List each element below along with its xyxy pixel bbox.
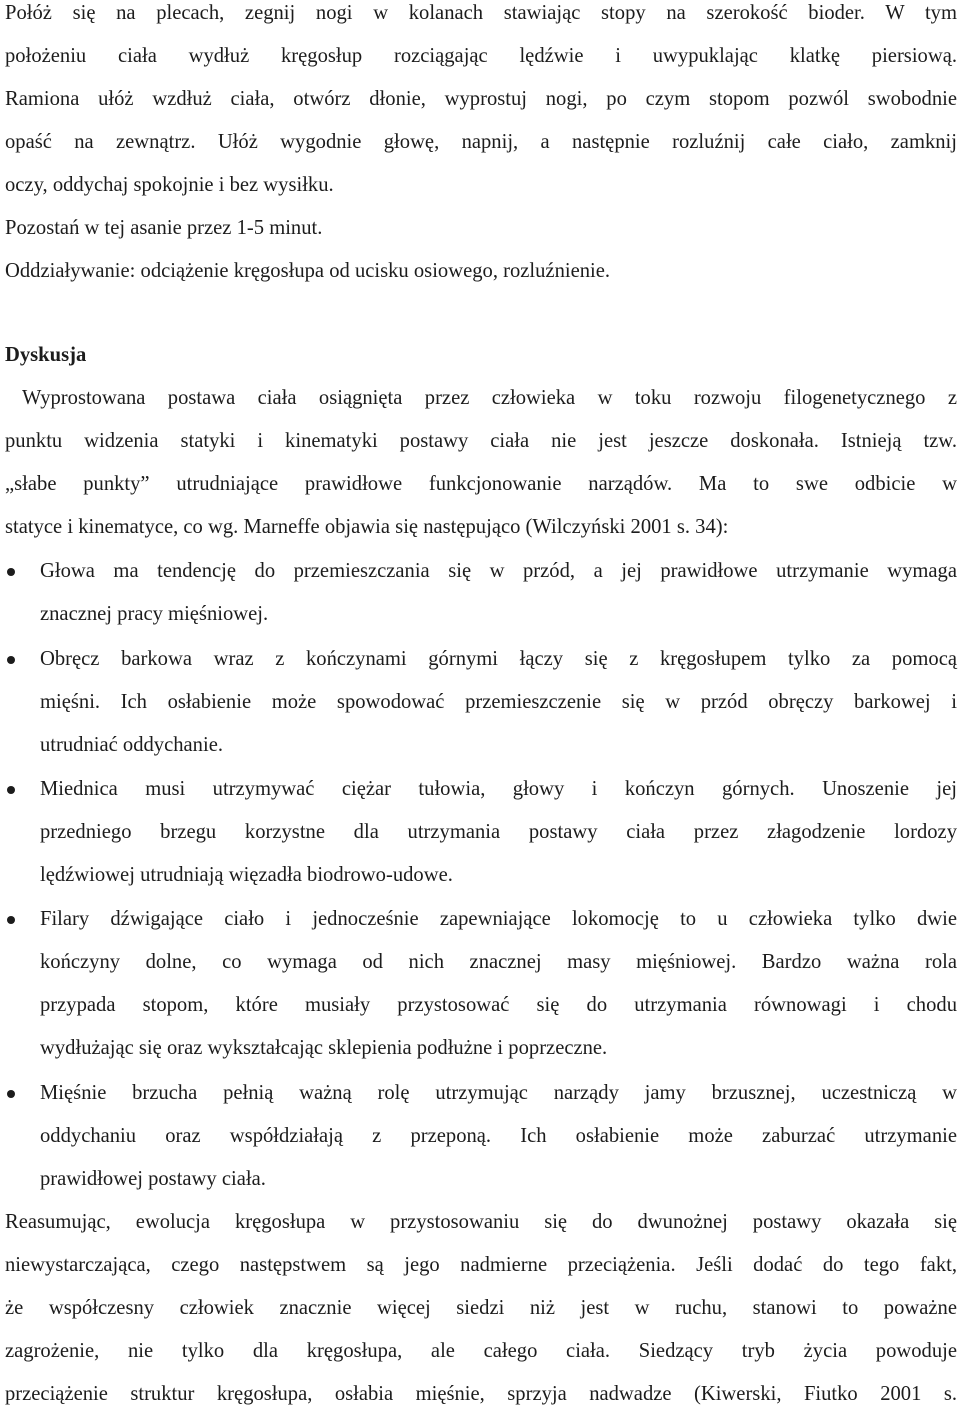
bullet-line: Miednica musi utrzymywać ciężar tułowia, głowy i kończyn górnych. Unoszenie jej bbox=[40, 778, 957, 800]
intro-line: oczy, oddychaj spokojnie i bez wysiłku. bbox=[5, 174, 334, 196]
closing-line: Reasumując, ewolucja kręgosłupa w przystosowaniu się do dwunożnej postawy okazała się bbox=[5, 1211, 957, 1233]
section-heading: Dyskusja bbox=[5, 344, 87, 366]
closing-line: zagrożenie, nie tylko dla kręgosłupa, ale całego ciała. Siedzący tryb życia powoduje bbox=[5, 1340, 957, 1362]
bullet-line: mięśni. Ich osłabienie może spowodować przemieszczenie się w przód obręczy barkowej i bbox=[40, 691, 957, 713]
intro-line: Ramiona ułóż wzdłuż ciała, otwórz dłonie, wyprostuj nogi, po czym stopom pozwól swobodnie bbox=[5, 88, 957, 110]
bullet-line: oddychaniu oraz współdziałają z przeponą. Ich osłabienie może zaburzać utrzymanie bbox=[40, 1125, 957, 1147]
discussion-line: statyce i kinematyce, co wg. Marneffe objawia się następująco (Wilczyński 2001 s. 34): bbox=[5, 516, 729, 538]
closing-line: że współczesny człowiek znacznie więcej siedzi niż jest w ruchu, stanowi to poważne bbox=[5, 1297, 957, 1319]
bullet-line: lędźwiowej utrudniają więzadła biodrowo-udowe. bbox=[40, 864, 453, 886]
bullet-line: utrudniać oddychanie. bbox=[40, 734, 223, 756]
discussion-line: Wyprostowana postawa ciała osiągnięta przez człowieka w toku rozwoju filogenetycznego z bbox=[22, 387, 957, 409]
intro-line: położeniu ciała wydłuż kręgosłup rozciągając lędźwie i uwypuklając klatkę piersiową. bbox=[5, 45, 957, 67]
bullet-dot-2 bbox=[7, 656, 15, 664]
bullet-dot-1 bbox=[7, 568, 15, 576]
bullet-line: znacznej pracy mięśniowej. bbox=[40, 603, 269, 625]
discussion-line: punktu widzenia statyki i kinematyki postawy ciała nie jest jeszcze doskonała. Istnieją tzw. bbox=[5, 430, 957, 452]
intro-line: Połóż się na plecach, zegnij nogi w kolanach stawiając stopy na szerokość bioder. W tym bbox=[5, 2, 957, 24]
bullet-line: Filary dźwigające ciało i jednocześnie zapewniające lokomocję to u człowieka tylko dwie bbox=[40, 908, 957, 930]
bullet-line: Mięśnie brzucha pełnią ważną rolę utrzymując narządy jamy brzusznej, uczestniczą w bbox=[40, 1082, 957, 1104]
bullet-line: kończyny dolne, co wymaga od nich znacznej masy mięśniowej. Bardzo ważna rola bbox=[40, 951, 957, 973]
bullet-dot-4 bbox=[7, 916, 15, 924]
intro-line: opaść na zewnątrz. Ułóż wygodnie głowę, napnij, a następnie rozluźnij całe ciało, zamknij bbox=[5, 131, 957, 153]
bullet-line: wydłużając się oraz wykształcając sklepienia podłużne i poprzeczne. bbox=[40, 1037, 608, 1059]
closing-line: niewystarczająca, czego następstwem są jego nadmierne przeciążenia. Jeśli dodać do tego fakt, bbox=[5, 1254, 957, 1276]
bullet-dot-5 bbox=[7, 1090, 15, 1098]
bullet-line: Obręcz barkowa wraz z kończynami górnymi łączy się z kręgosłupem tylko za pomocą bbox=[40, 648, 957, 670]
closing-line: przeciążenie struktur kręgosłupa, osłabia mięśnie, sprzyja nadwadze (Kiwerski, Fiutko 2001 s. bbox=[5, 1383, 957, 1405]
bullet-line: przypada stopom, które musiały przystosować się do utrzymania równowagi i chodu bbox=[40, 994, 957, 1016]
discussion-line: „słabe punkty” utrudniające prawidłowe funkcjonowanie narządów. Ma to swe odbicie w bbox=[5, 473, 957, 495]
bullet-line: Głowa ma tendencję do przemieszczania się w przód, a jej prawidłowe utrzymanie wymaga bbox=[40, 560, 957, 582]
intro-line: Oddziaływanie: odciążenie kręgosłupa od ucisku osiowego, rozluźnienie. bbox=[5, 260, 611, 282]
bullet-line: prawidłowej postawy ciała. bbox=[40, 1168, 266, 1190]
bullet-dot-3 bbox=[7, 786, 15, 794]
intro-line: Pozostań w tej asanie przez 1-5 minut. bbox=[5, 217, 323, 239]
bullet-line: przedniego brzegu korzystne dla utrzymania postawy ciała przez złagodzenie lordozy bbox=[40, 821, 957, 843]
